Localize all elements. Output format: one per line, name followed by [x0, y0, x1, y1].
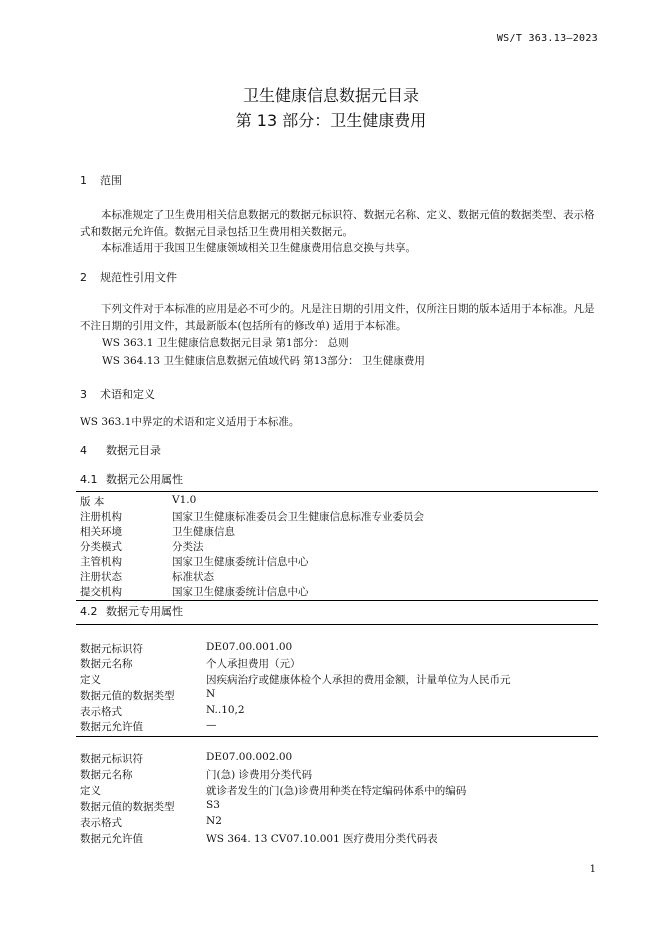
section-1-heading: [80, 172, 122, 188]
table-top-rule: [76, 624, 598, 625]
attribute-value: 分类法: [172, 541, 204, 553]
attribute-value: 门(急) 诊费用分类代码: [206, 769, 313, 781]
section-title: 规范性引用文件: [100, 271, 177, 284]
attribute-value: DE07.00.002.00: [206, 751, 293, 763]
section-4-2-heading: [80, 603, 183, 619]
attribute-key: 数据元标识符: [80, 753, 143, 765]
section-number: 4: [80, 444, 87, 457]
section-number: 3: [80, 388, 87, 401]
normative-reference-2: WS 364.13 卫生健康信息数据元值域代码 第13部分： 卫生健康费用: [102, 355, 425, 367]
section-4-1-heading: [80, 471, 183, 487]
attribute-value: 个人承担费用（元）: [206, 658, 301, 670]
section-title: 数据元专用属性: [106, 605, 183, 618]
section-title: 范围: [100, 174, 122, 187]
table-top-rule: [76, 491, 598, 492]
section-title: 数据元目录: [106, 444, 161, 457]
attribute-key: 提交机构: [80, 586, 122, 598]
attribute-value: N2: [206, 815, 222, 827]
attribute-value: 就诊者发生的门(急)诊费用种类在特定编码体系中的编码: [206, 785, 467, 797]
attribute-key: 表示格式: [80, 817, 122, 829]
standard-number: WS/T 363.13—2023: [496, 33, 598, 44]
section-1-paragraph-1: 本标准规定了卫生费用相关信息数据元的数据元标识符、数据元名称、定义、数据元值的数据类型、表示格式和数据元允许值。数据元目录包括卫生费用相关数据元。: [80, 209, 595, 238]
attribute-key: 数据元标识符: [80, 643, 143, 655]
section-title: 数据元公用属性: [106, 473, 183, 486]
attribute-value: 标准状态: [172, 571, 214, 583]
section-number: 2: [80, 271, 87, 284]
attribute-value: 因疾病治疗或健康体检个人承担的费用金额，计量单位为人民币元: [206, 674, 511, 686]
attribute-key: 数据元值的数据类型: [80, 801, 175, 813]
attribute-key: 相关环境: [80, 526, 122, 538]
section-2-heading: [80, 269, 177, 285]
attribute-key: 表示格式: [80, 706, 122, 718]
attribute-value: 卫生健康信息: [172, 526, 235, 538]
attribute-value: S3: [206, 799, 220, 811]
attribute-key: 主管机构: [80, 556, 122, 568]
attribute-value: 国家卫生健康委统计信息中心: [172, 586, 309, 598]
attribute-key: 注册机构: [80, 511, 122, 523]
attribute-key: 版 本: [80, 496, 105, 508]
section-1-paragraph-2: 本标准适用于我国卫生健康领域相关卫生健康费用信息交换与共享。: [101, 242, 416, 254]
document-subtitle: 第 13 部分：卫生健康费用: [235, 111, 427, 130]
attribute-key: 定义: [80, 785, 101, 797]
document-title: 卫生健康信息数据元目录: [242, 86, 419, 105]
attribute-key: 数据元值的数据类型: [80, 690, 175, 702]
section-4-heading: [80, 442, 161, 458]
attribute-key: 数据元允许值: [80, 721, 143, 733]
attribute-value: —: [206, 719, 217, 731]
attribute-value: N: [206, 688, 216, 700]
section-title: 术语和定义: [100, 388, 155, 401]
attribute-value: WS 364. 13 CV07.10.001 医疗费用分类代码表: [206, 833, 438, 845]
attribute-key: 注册状态: [80, 571, 122, 583]
table-bottom-rule: [76, 600, 598, 601]
page-number: 1: [589, 864, 596, 875]
attribute-value: N..10,2: [206, 704, 245, 716]
section-3-paragraph: WS 363.1中界定的术语和定义适用于本标准。: [80, 416, 300, 428]
section-number: 4.2: [80, 605, 98, 618]
attribute-value: 国家卫生健康委统计信息中心: [172, 556, 309, 568]
attribute-value: DE07.00.001.00: [206, 641, 293, 653]
section-2-paragraph: 下列文件对于本标准的应用是必不可少的。凡是注日期的引用文件，仅所注日期的版本适用于本标准。凡是不注日期的引用文件，其最新版本(包括所有的修改单) 适用于本标准。: [80, 303, 595, 332]
attribute-key: 数据元名称: [80, 658, 133, 670]
attribute-value: V1.0: [172, 494, 197, 506]
section-number: 4.1: [80, 473, 98, 486]
attribute-key: 数据元名称: [80, 769, 133, 781]
attribute-key: 数据元允许值: [80, 833, 143, 845]
attribute-key: 定义: [80, 674, 101, 686]
normative-reference-1: WS 363.1 卫生健康信息数据元目录 第1部分： 总则: [102, 337, 349, 349]
section-number: 1: [80, 174, 87, 187]
attribute-key: 分类模式: [80, 541, 122, 553]
section-3-heading: [80, 386, 155, 402]
attribute-value: 国家卫生健康标准委员会卫生健康信息标准专业委员会: [172, 511, 424, 523]
element-separator-rule: [76, 736, 598, 737]
